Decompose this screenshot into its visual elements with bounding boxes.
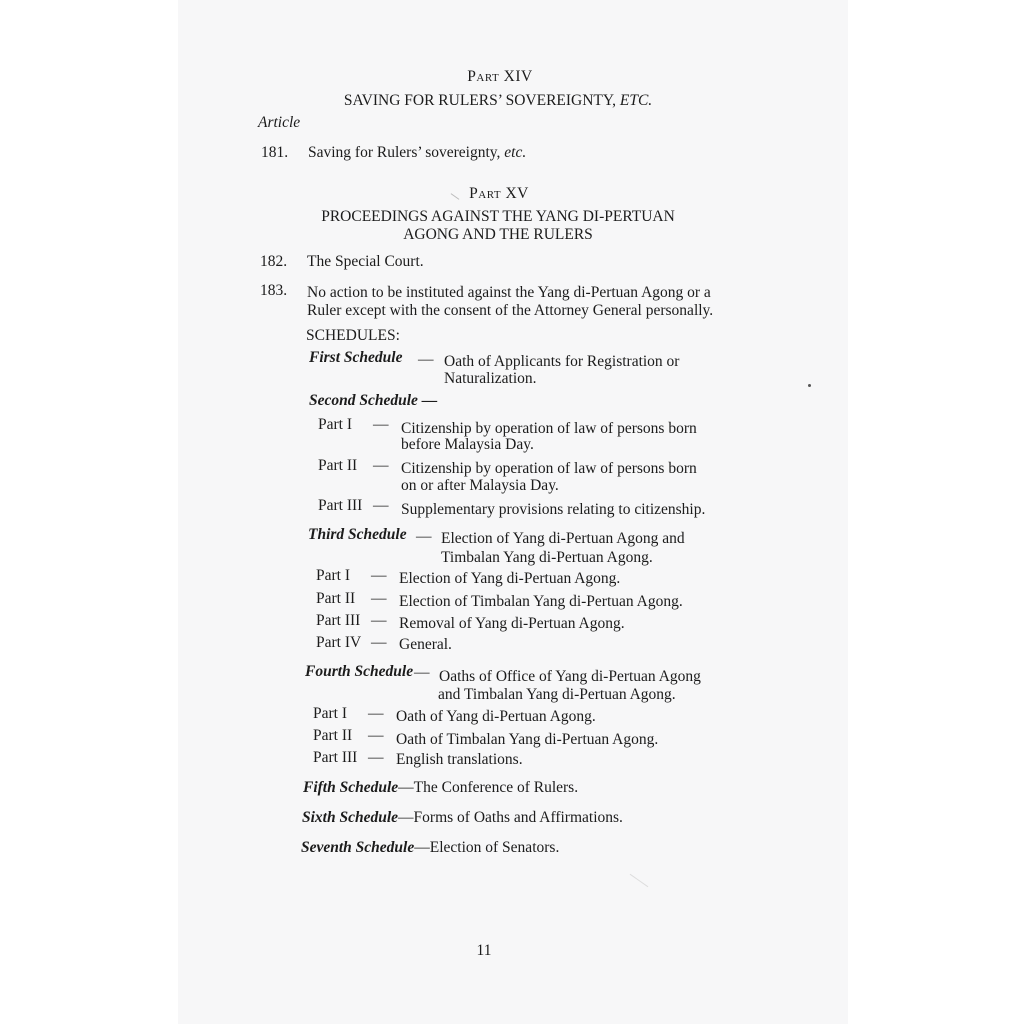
second-schedule-name: Second Schedule — (309, 392, 438, 409)
part-xv-title-line1: PROCEEDINGS AGAINST THE YANG DI-PERTUAN (321, 208, 675, 225)
third-schedule-line2: Timbalan Yang di-Pertuan Agong. (441, 549, 653, 566)
fourth-schedule-line1: Oaths of Office of Yang di-Pertuan Agong (439, 668, 701, 685)
part-xiv-title: SAVING FOR RULERS’ SOVEREIGNTY, ETC. (343, 92, 653, 109)
page-number: 11 (476, 942, 492, 959)
second-part-2-dash: — (373, 457, 389, 474)
second-part-3-line1: Supplementary provisions relating to citizenship. (401, 501, 706, 518)
third-part-1-dash: — (371, 567, 387, 584)
fourth-part-3-label: Part III (313, 749, 358, 766)
article-label: Article (258, 114, 301, 131)
second-part-2-line1: Citizenship by operation of law of persons born (401, 460, 697, 477)
fourth-schedule-line2: and Timbalan Yang di-Pertuan Agong. (438, 686, 676, 703)
second-part-1-line1: Citizenship by operation of law of persons born (401, 420, 697, 437)
fourth-part-2-label: Part II (313, 727, 353, 744)
part-xiv-heading: Part XIV (467, 68, 533, 85)
part-xv-title-line2: AGONG AND THE RULERS (403, 226, 593, 243)
second-part-1-label: Part I (318, 416, 353, 433)
second-part-3-dash: — (373, 497, 389, 514)
third-part-2-label: Part II (316, 590, 356, 607)
article-183-line2: Ruler except with the consent of the Attorney General personally. (307, 302, 714, 319)
fourth-part-2-text: Oath of Timbalan Yang di-Pertuan Agong. (396, 731, 659, 748)
third-part-4-dash: — (371, 634, 387, 651)
fourth-part-1-text: Oath of Yang di-Pertuan Agong. (396, 708, 596, 725)
fourth-schedule-name: Fourth Schedule (305, 663, 414, 680)
scan-mark (630, 874, 649, 887)
fourth-part-2-dash: — (368, 727, 384, 744)
first-schedule-line2: Naturalization. (444, 370, 537, 387)
seventh-schedule: Seventh Schedule—Election of Senators. (301, 839, 560, 856)
scan-speck (808, 384, 811, 387)
article-181-number: 181. (261, 144, 289, 161)
schedules-label: SCHEDULES: (306, 327, 400, 344)
document-page (178, 0, 848, 1024)
first-schedule-line1: Oath of Applicants for Registration or (444, 353, 680, 370)
second-part-1-dash: — (373, 416, 389, 433)
second-part-2-label: Part II (318, 457, 358, 474)
third-part-3-label: Part III (316, 612, 361, 629)
fourth-part-3-text: English translations. (396, 751, 523, 768)
fourth-part-3-dash: — (368, 749, 384, 766)
part-xv-heading: Part XV (469, 185, 529, 202)
third-schedule-name: Third Schedule (308, 526, 407, 543)
third-part-4-label: Part IV (316, 634, 362, 651)
third-schedule-dash: — (416, 528, 432, 545)
third-part-3-dash: — (371, 612, 387, 629)
third-part-2-dash: — (371, 590, 387, 607)
third-part-4-text: General. (399, 636, 452, 653)
second-part-1-line2: before Malaysia Day. (401, 436, 534, 453)
pen-mark (451, 193, 460, 200)
fifth-schedule: Fifth Schedule—The Conference of Rulers. (303, 779, 579, 796)
second-part-2-line2: on or after Malaysia Day. (401, 477, 559, 494)
third-part-2-text: Election of Timbalan Yang di-Pertuan Agong. (399, 593, 683, 610)
first-schedule-dash: — (418, 351, 434, 368)
article-181-text: Saving for Rulers’ sovereignty, etc. (308, 144, 527, 161)
article-182-number: 182. (260, 253, 288, 270)
article-183-line1: No action to be instituted against the Yang di-Pertuan Agong or a (307, 284, 711, 301)
second-part-3-label: Part III (318, 497, 363, 514)
first-schedule-name: First Schedule (309, 349, 403, 366)
third-part-1-label: Part I (316, 567, 351, 584)
sixth-schedule: Sixth Schedule—Forms of Oaths and Affirmations. (302, 809, 623, 826)
third-part-1-text: Election of Yang di-Pertuan Agong. (399, 570, 621, 587)
third-part-3-text: Removal of Yang di-Pertuan Agong. (399, 615, 625, 632)
article-182-text: The Special Court. (307, 253, 424, 270)
fourth-part-1-dash: — (368, 705, 384, 722)
article-183-number: 183. (260, 282, 288, 299)
fourth-schedule-dash: — (414, 664, 430, 681)
fourth-part-1-label: Part I (313, 705, 348, 722)
third-schedule-line1: Election of Yang di-Pertuan Agong and (441, 530, 685, 547)
